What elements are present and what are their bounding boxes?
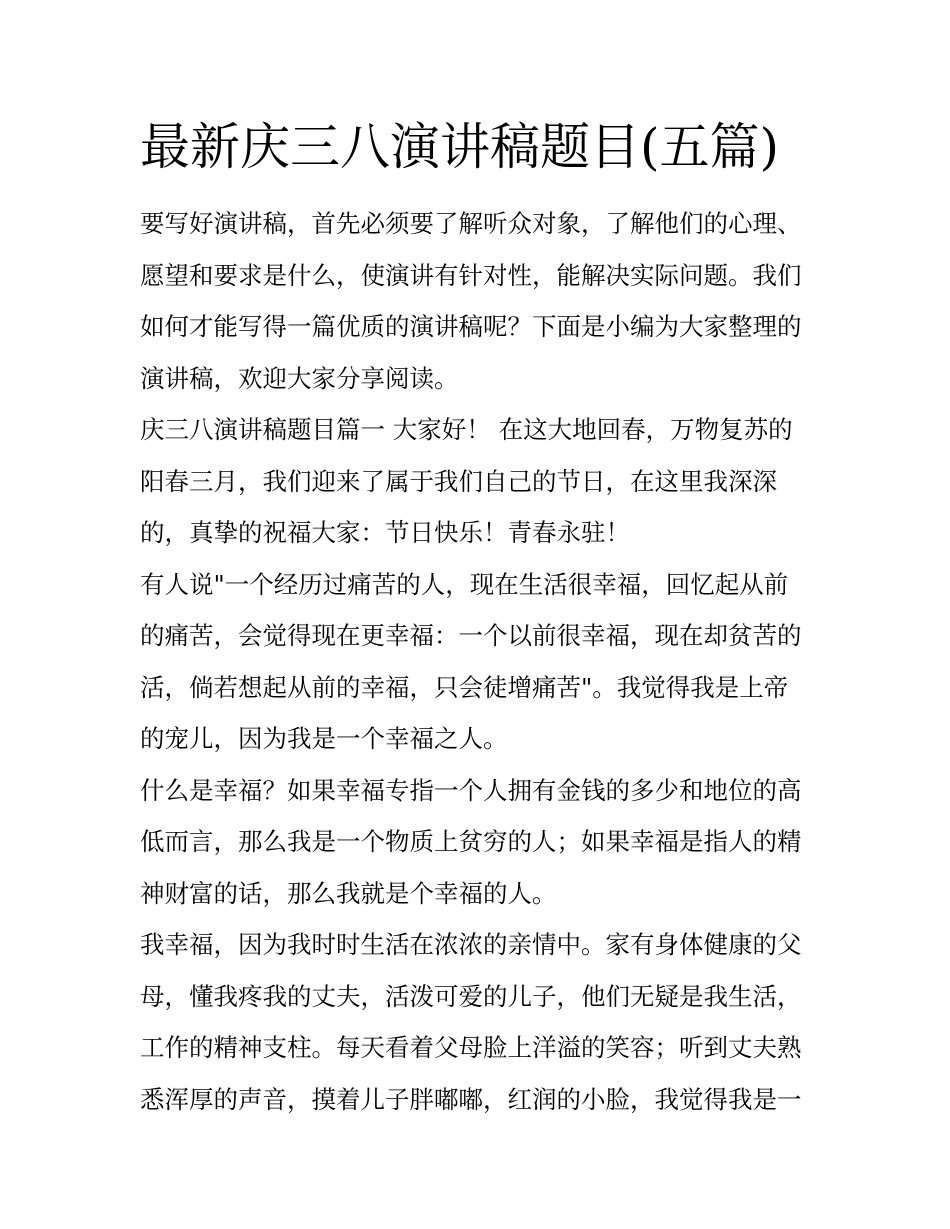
text-line: 工作的精神支柱。每天看着父母脸上洋溢的笑容；听到丈夫熟 — [140, 1033, 802, 1062]
text-line: 的宠儿，因为我是一个幸福之人。 — [140, 724, 508, 753]
text-line: 母，懂我疼我的丈夫，活泼可爱的儿子，他们无疑是我生活， — [140, 981, 802, 1011]
text-line: 庆三八演讲稿题目篇一 大家好！ 在这大地回春，万物复苏的 — [140, 415, 793, 444]
text-line: 要写好演讲稿，首先必须要了解听众对象，了解他们的心理、 — [140, 209, 802, 238]
text-line: 演讲稿，欢迎大家分享阅读。 — [140, 363, 459, 393]
document-title: 最新庆三八演讲稿题目(五篇) — [140, 118, 780, 176]
text-line: 活，倘若想起从前的幸福，只会徒增痛苦"。我觉得我是上帝 — [140, 672, 789, 702]
text-line: 悉浑厚的声音，摸着儿子胖嘟嘟，红润的小脸，我觉得我是一 — [140, 1084, 802, 1114]
text-line: 我幸福，因为我时时生活在浓浓的亲情中。家有身体健康的父 — [140, 930, 802, 959]
text-line: 低而言，那么我是一个物质上贫穷的人；如果幸福是指人的精 — [140, 827, 802, 856]
text-line: 的痛苦，会觉得现在更幸福：一个以前很幸福，现在却贫苦的 — [140, 621, 802, 650]
text-line: 神财富的话，那么我就是个幸福的人。 — [140, 878, 557, 908]
text-line: 什么是幸福？如果幸福专指一个人拥有金钱的多少和地位的高 — [140, 775, 802, 805]
text-line: 阳春三月，我们迎来了属于我们自己的节日，在这里我深深 — [140, 466, 777, 496]
document-body — [140, 198, 820, 1125]
text-line: 的，真挚的祝福大家：节日快乐！青春永驻！ — [140, 518, 630, 547]
text-line: 有人说"一个经历过痛苦的人，现在生活很幸福，回忆起从前 — [140, 569, 789, 599]
text-line: 如何才能写得一篇优质的演讲稿呢？下面是小编为大家整理的 — [140, 312, 802, 341]
text-line: 愿望和要求是什么，使演讲有针对性，能解决实际问题。我们 — [140, 260, 802, 290]
